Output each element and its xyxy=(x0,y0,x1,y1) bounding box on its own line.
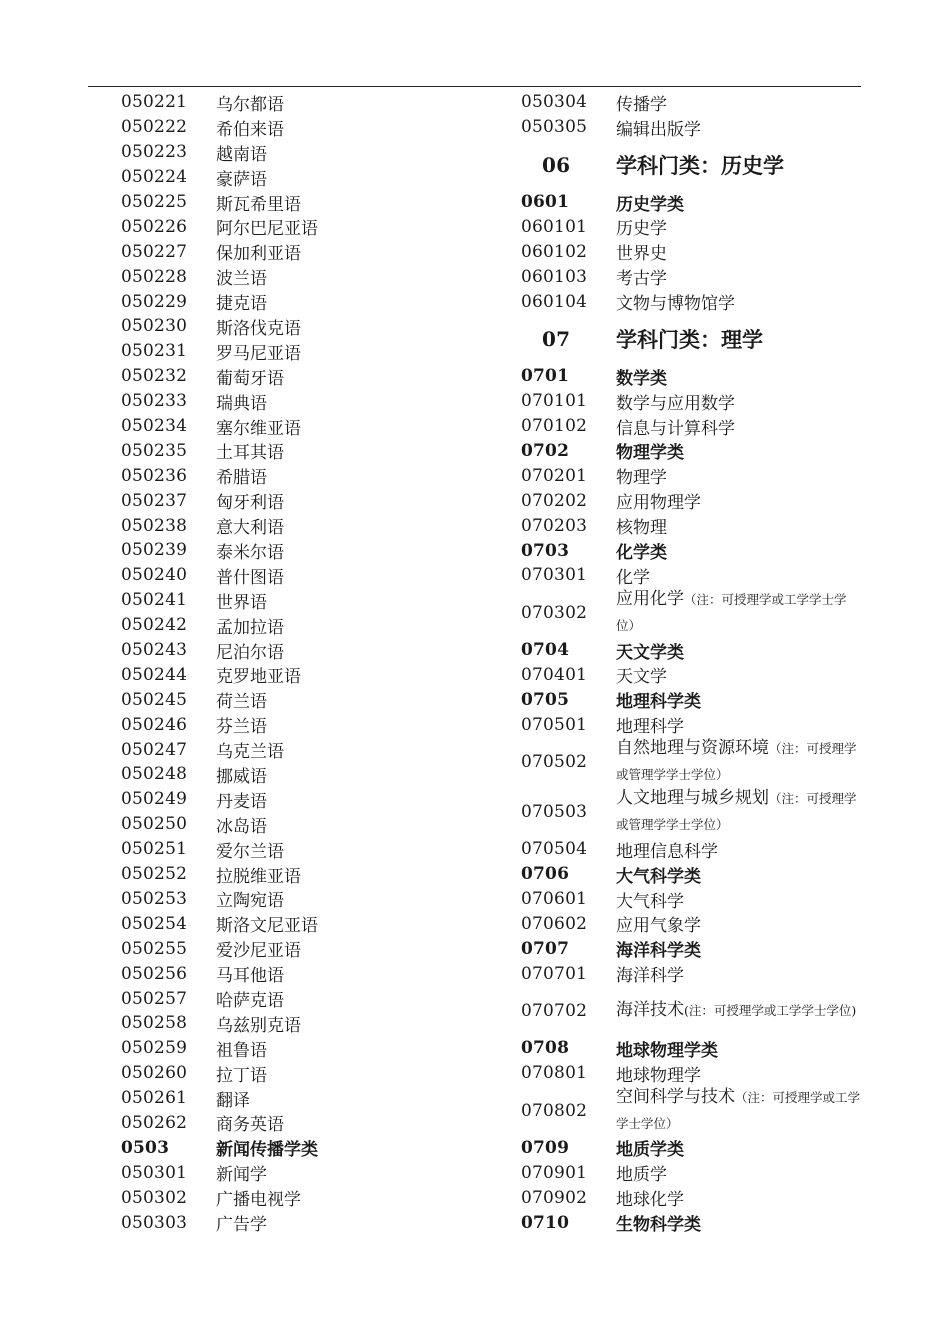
code-cell: 050242 xyxy=(121,615,188,636)
code-cell: 050239 xyxy=(121,540,188,561)
name-cell: 哈萨克语 xyxy=(216,991,284,1012)
name-cell: 土耳其语 xyxy=(216,443,284,464)
code-cell: 050245 xyxy=(121,689,188,710)
code-cell: 050221 xyxy=(121,92,188,113)
discipline-heading xyxy=(521,140,861,190)
major-row xyxy=(121,1036,491,1061)
name-cell: 希伯来语 xyxy=(216,119,284,140)
name-cell: 阿尔巴尼亚语 xyxy=(216,219,318,240)
code-cell: 070203 xyxy=(521,515,588,536)
code-cell: 050243 xyxy=(121,640,188,661)
name-cell: 爱沙尼亚语 xyxy=(216,941,301,962)
category-row xyxy=(521,364,861,389)
name-cell: 新闻传播学类 xyxy=(216,1140,318,1161)
name-cell: 海洋科学类 xyxy=(616,941,701,962)
degree-note: （注：可授理学或管理学学士学位） xyxy=(616,741,857,783)
major-row xyxy=(521,90,861,115)
code-cell: 060104 xyxy=(521,291,588,312)
major-row xyxy=(521,414,861,439)
code-cell: 050236 xyxy=(121,465,188,486)
code-cell: 050232 xyxy=(121,366,188,387)
code-cell: 070401 xyxy=(521,664,588,685)
name-cell: 罗马尼亚语 xyxy=(216,343,301,364)
header-rule xyxy=(88,86,861,87)
code-cell: 050238 xyxy=(121,515,188,536)
name-cell: 信息与计算科学 xyxy=(616,418,735,439)
major-row xyxy=(121,1011,491,1036)
name-cell: 应用物理学 xyxy=(616,493,701,514)
code-cell: 050241 xyxy=(121,590,188,611)
degree-note: （注：可授理学或管理学学士学位） xyxy=(616,791,857,832)
major-row xyxy=(121,414,491,439)
category-row xyxy=(521,1136,861,1161)
name-cell: 地球物理学 xyxy=(616,1065,701,1086)
code-cell: 07 xyxy=(542,326,571,351)
name-cell: 尼泊尔语 xyxy=(216,642,284,663)
name-cell: 挪威语 xyxy=(216,767,267,787)
major-row xyxy=(121,1061,491,1086)
code-cell: 050231 xyxy=(121,341,188,362)
name-cell: 大气科学 xyxy=(616,891,684,912)
major-row xyxy=(121,115,491,140)
major-row xyxy=(121,1185,491,1210)
code-cell: 050237 xyxy=(121,490,188,511)
name-cell: 克罗地亚语 xyxy=(216,667,301,688)
name-cell: 大气科学类 xyxy=(616,866,701,887)
code-cell: 06 xyxy=(542,152,571,177)
left-column xyxy=(121,90,491,1235)
name-cell: 天文学类 xyxy=(616,642,684,663)
major-row xyxy=(121,488,491,513)
code-cell: 0503 xyxy=(121,1137,170,1158)
name-cell: 编辑出版学 xyxy=(616,119,701,140)
major-row xyxy=(521,887,861,912)
code-cell: 050244 xyxy=(121,664,188,685)
name-cell: 文物与博物馆学 xyxy=(616,294,735,315)
major-row xyxy=(121,986,491,1011)
name-cell: 普什图语 xyxy=(216,567,284,588)
code-cell: 070802 xyxy=(521,1100,588,1121)
name-cell: 荷兰语 xyxy=(216,692,267,713)
code-cell: 050228 xyxy=(121,266,188,287)
major-row xyxy=(521,986,861,1036)
name-cell: 地质学 xyxy=(616,1165,667,1186)
category-row xyxy=(521,538,861,563)
category-row xyxy=(121,1135,491,1160)
name-cell: 希腊语 xyxy=(216,468,267,489)
name-cell xyxy=(616,998,861,1024)
code-cell: 070902 xyxy=(521,1187,588,1208)
code-cell: 0703 xyxy=(521,540,570,561)
code-cell: 050254 xyxy=(121,913,188,934)
code-cell: 050304 xyxy=(521,92,588,113)
name-cell: 斯洛文尼亚语 xyxy=(216,916,318,937)
major-row xyxy=(521,911,861,936)
code-cell: 0710 xyxy=(521,1212,570,1233)
major-row xyxy=(121,1160,491,1185)
category-row xyxy=(521,638,861,663)
major-row xyxy=(121,613,491,638)
code-cell: 070503 xyxy=(521,801,588,822)
code-cell: 050240 xyxy=(121,565,188,586)
major-row xyxy=(521,737,861,787)
code-cell: 050225 xyxy=(121,192,188,212)
major-row xyxy=(121,190,491,215)
code-cell: 050226 xyxy=(121,216,188,237)
name-cell: 历史学类 xyxy=(616,194,684,215)
name-cell: 冰岛语 xyxy=(216,816,267,837)
name-cell: 马耳他语 xyxy=(216,966,284,987)
major-row xyxy=(121,662,491,687)
code-cell: 050246 xyxy=(121,714,188,735)
code-cell: 050229 xyxy=(121,291,188,312)
code-cell: 070702 xyxy=(521,1001,588,1022)
major-row xyxy=(121,837,491,862)
major-row xyxy=(521,712,861,737)
code-cell: 070602 xyxy=(521,913,588,934)
major-row xyxy=(121,538,491,563)
major-row xyxy=(121,1086,491,1111)
name-cell: 孟加拉语 xyxy=(216,617,284,638)
major-row xyxy=(521,488,861,513)
name-cell: 地球化学 xyxy=(616,1190,684,1211)
code-cell: 050260 xyxy=(121,1063,188,1084)
major-row xyxy=(121,214,491,239)
code-cell: 070102 xyxy=(521,416,588,437)
code-cell: 050234 xyxy=(121,416,188,437)
major-row xyxy=(521,264,861,289)
major-row xyxy=(521,1086,861,1136)
code-cell: 050230 xyxy=(121,316,188,337)
name-cell: 历史学 xyxy=(616,219,667,240)
code-cell: 070202 xyxy=(521,490,588,511)
major-row xyxy=(121,239,491,264)
code-cell: 050223 xyxy=(121,142,188,163)
name-cell: 数学类 xyxy=(616,368,667,389)
code-cell: 050253 xyxy=(121,888,188,909)
name-cell: 传播学 xyxy=(616,94,667,115)
code-cell: 070801 xyxy=(521,1063,588,1084)
code-cell: 050262 xyxy=(121,1112,188,1133)
code-cell: 0707 xyxy=(521,938,570,959)
major-row xyxy=(521,289,861,314)
major-row xyxy=(521,663,861,688)
code-cell: 050259 xyxy=(121,1038,188,1059)
code-cell: 050224 xyxy=(121,167,188,188)
code-cell: 050305 xyxy=(521,117,588,138)
category-row xyxy=(521,190,861,215)
major-row xyxy=(121,438,491,463)
major-row xyxy=(121,1111,491,1136)
major-row xyxy=(121,90,491,115)
right-column xyxy=(521,90,861,1235)
code-cell: 060101 xyxy=(521,216,588,237)
name-cell: 广告学 xyxy=(216,1215,267,1236)
code-cell: 050250 xyxy=(121,814,188,835)
name-cell: 天文学 xyxy=(616,667,667,688)
code-cell: 060102 xyxy=(521,241,588,262)
name-cell: 塞尔维亚语 xyxy=(216,418,301,439)
name-cell: 乌兹别克语 xyxy=(216,1015,301,1036)
code-cell: 070504 xyxy=(521,839,588,860)
name-cell: 化学类 xyxy=(616,543,667,564)
code-cell: 070502 xyxy=(521,752,588,773)
code-cell: 050222 xyxy=(121,117,188,138)
category-row xyxy=(521,439,861,464)
code-cell: 0709 xyxy=(521,1137,570,1158)
name-cell: 地理科学 xyxy=(616,717,684,738)
major-row xyxy=(521,1160,861,1185)
major-row xyxy=(521,837,861,862)
code-cell: 0601 xyxy=(521,192,570,213)
major-row xyxy=(521,787,861,837)
name-cell xyxy=(616,1085,861,1137)
name-cell: 地质学类 xyxy=(616,1140,684,1161)
name-cell xyxy=(616,587,861,639)
code-cell: 070501 xyxy=(521,714,588,735)
major-row xyxy=(121,911,491,936)
major-row xyxy=(121,936,491,961)
name-cell: 拉脱维亚语 xyxy=(216,866,301,887)
code-cell: 070101 xyxy=(521,391,588,412)
major-row xyxy=(121,787,491,812)
code-cell: 050252 xyxy=(121,864,188,885)
major-row xyxy=(521,389,861,414)
name-cell: 海洋科学 xyxy=(616,966,684,987)
name-cell: 匈牙利语 xyxy=(216,493,284,514)
name-cell: 祖鲁语 xyxy=(216,1040,267,1061)
major-row xyxy=(121,762,491,787)
code-cell: 050235 xyxy=(121,440,188,461)
name-cell: 豪萨语 xyxy=(216,169,267,190)
major-row xyxy=(521,563,861,588)
name-cell: 丹麦语 xyxy=(216,791,267,812)
name-cell: 斯瓦希里语 xyxy=(216,194,301,215)
code-cell: 060103 xyxy=(521,266,588,287)
name-cell: 新闻学 xyxy=(216,1165,267,1186)
name-cell: 世界史 xyxy=(616,244,667,265)
name-cell: 化学 xyxy=(616,567,650,588)
degree-note: (注：可授理学或工学学士学位) xyxy=(684,1003,857,1019)
major-row xyxy=(521,463,861,488)
code-cell: 050233 xyxy=(121,391,188,412)
code-cell: 070701 xyxy=(521,963,588,984)
major-row xyxy=(121,812,491,837)
major-name: 海洋技术 xyxy=(616,1000,684,1021)
major-row xyxy=(121,712,491,737)
name-cell: 泰米尔语 xyxy=(216,542,284,563)
category-row xyxy=(521,936,861,961)
code-cell: 050249 xyxy=(121,789,188,810)
name-cell: 学科门类：历史学 xyxy=(616,152,784,178)
code-cell: 0702 xyxy=(521,440,570,461)
name-cell: 地球物理学类 xyxy=(616,1040,718,1061)
code-cell: 050256 xyxy=(121,963,188,984)
code-cell: 050251 xyxy=(121,839,188,860)
major-row xyxy=(521,588,861,638)
code-cell: 070901 xyxy=(521,1162,588,1183)
code-cell: 050257 xyxy=(121,988,188,1009)
major-row xyxy=(121,737,491,762)
discipline-heading xyxy=(521,314,861,364)
major-row xyxy=(521,1185,861,1210)
name-cell: 核物理 xyxy=(616,518,667,539)
major-row xyxy=(521,1061,861,1086)
name-cell: 保加利亚语 xyxy=(216,244,301,265)
name-cell: 世界语 xyxy=(216,592,267,613)
code-cell: 0706 xyxy=(521,864,570,885)
name-cell: 地理信息科学 xyxy=(616,841,718,862)
major-row xyxy=(121,961,491,986)
code-cell: 0701 xyxy=(521,366,570,387)
name-cell: 越南语 xyxy=(216,144,267,165)
name-cell: 拉丁语 xyxy=(216,1065,267,1086)
name-cell: 物理学类 xyxy=(616,443,684,464)
major-row xyxy=(121,364,491,389)
code-cell: 070302 xyxy=(521,602,588,623)
major-row xyxy=(121,140,491,165)
major-name: 空间科学与技术 xyxy=(616,1086,735,1107)
major-name: 应用化学 xyxy=(616,588,684,609)
code-cell: 0704 xyxy=(521,640,570,661)
code-cell: 050303 xyxy=(121,1212,188,1233)
category-row xyxy=(521,687,861,712)
name-cell: 物理学 xyxy=(616,468,667,489)
major-row xyxy=(121,389,491,414)
name-cell: 广播电视学 xyxy=(216,1190,301,1211)
major-row xyxy=(121,314,491,339)
name-cell: 考古学 xyxy=(616,269,667,290)
degree-note: （注：可授理学或工学学士学位） xyxy=(616,1089,861,1131)
major-row xyxy=(121,862,491,887)
category-row xyxy=(521,1036,861,1061)
code-cell: 070301 xyxy=(521,565,588,586)
name-cell: 葡萄牙语 xyxy=(216,368,284,389)
major-row xyxy=(521,961,861,986)
major-row xyxy=(121,687,491,712)
name-cell: 芬兰语 xyxy=(216,717,267,738)
name-cell: 商务英语 xyxy=(216,1115,284,1136)
major-name: 自然地理与资源环境 xyxy=(616,738,769,759)
name-cell: 波兰语 xyxy=(216,269,267,290)
name-cell: 数学与应用数学 xyxy=(616,393,735,414)
name-cell: 生物科学类 xyxy=(616,1215,701,1236)
major-row xyxy=(121,887,491,912)
code-cell: 0705 xyxy=(521,689,570,710)
code-cell: 050302 xyxy=(121,1187,188,1208)
name-cell: 学科门类：理学 xyxy=(616,326,763,352)
major-row xyxy=(121,165,491,190)
name-cell: 瑞典语 xyxy=(216,393,267,414)
major-name: 人文地理与城乡规划 xyxy=(616,788,769,808)
degree-note: （注：可授理学或工学学士学位） xyxy=(616,591,847,633)
name-cell xyxy=(616,786,861,838)
name-cell: 乌克兰语 xyxy=(216,742,284,763)
name-cell: 应用气象学 xyxy=(616,916,701,937)
code-cell: 050301 xyxy=(121,1162,188,1183)
code-cell: 050258 xyxy=(121,1013,188,1034)
code-cell: 0708 xyxy=(521,1038,570,1059)
code-cell: 070201 xyxy=(521,465,588,486)
name-cell: 意大利语 xyxy=(216,518,284,539)
name-cell: 乌尔都语 xyxy=(216,94,284,115)
major-row xyxy=(521,239,861,264)
major-row xyxy=(121,463,491,488)
name-cell: 地理科学类 xyxy=(616,692,701,713)
category-row xyxy=(521,1210,861,1235)
major-row xyxy=(521,214,861,239)
major-row xyxy=(521,513,861,538)
code-cell: 070601 xyxy=(521,889,588,910)
name-cell: 翻译 xyxy=(216,1090,250,1111)
code-cell: 050255 xyxy=(121,938,188,959)
name-cell: 爱尔兰语 xyxy=(216,841,284,862)
code-cell: 050261 xyxy=(121,1088,188,1109)
major-row xyxy=(121,339,491,364)
major-row xyxy=(121,638,491,663)
major-row xyxy=(121,563,491,588)
major-row xyxy=(121,588,491,613)
name-cell: 捷克语 xyxy=(216,294,267,315)
code-cell: 050248 xyxy=(121,764,188,785)
name-cell: 斯洛伐克语 xyxy=(216,318,301,339)
category-row xyxy=(521,862,861,887)
name-cell: 立陶宛语 xyxy=(216,891,284,912)
code-cell: 050227 xyxy=(121,241,188,262)
major-row xyxy=(121,264,491,289)
major-row xyxy=(121,1210,491,1235)
major-row xyxy=(121,513,491,538)
major-row xyxy=(121,289,491,314)
major-row xyxy=(521,115,861,140)
code-cell: 050247 xyxy=(121,739,188,760)
name-cell xyxy=(616,736,861,788)
